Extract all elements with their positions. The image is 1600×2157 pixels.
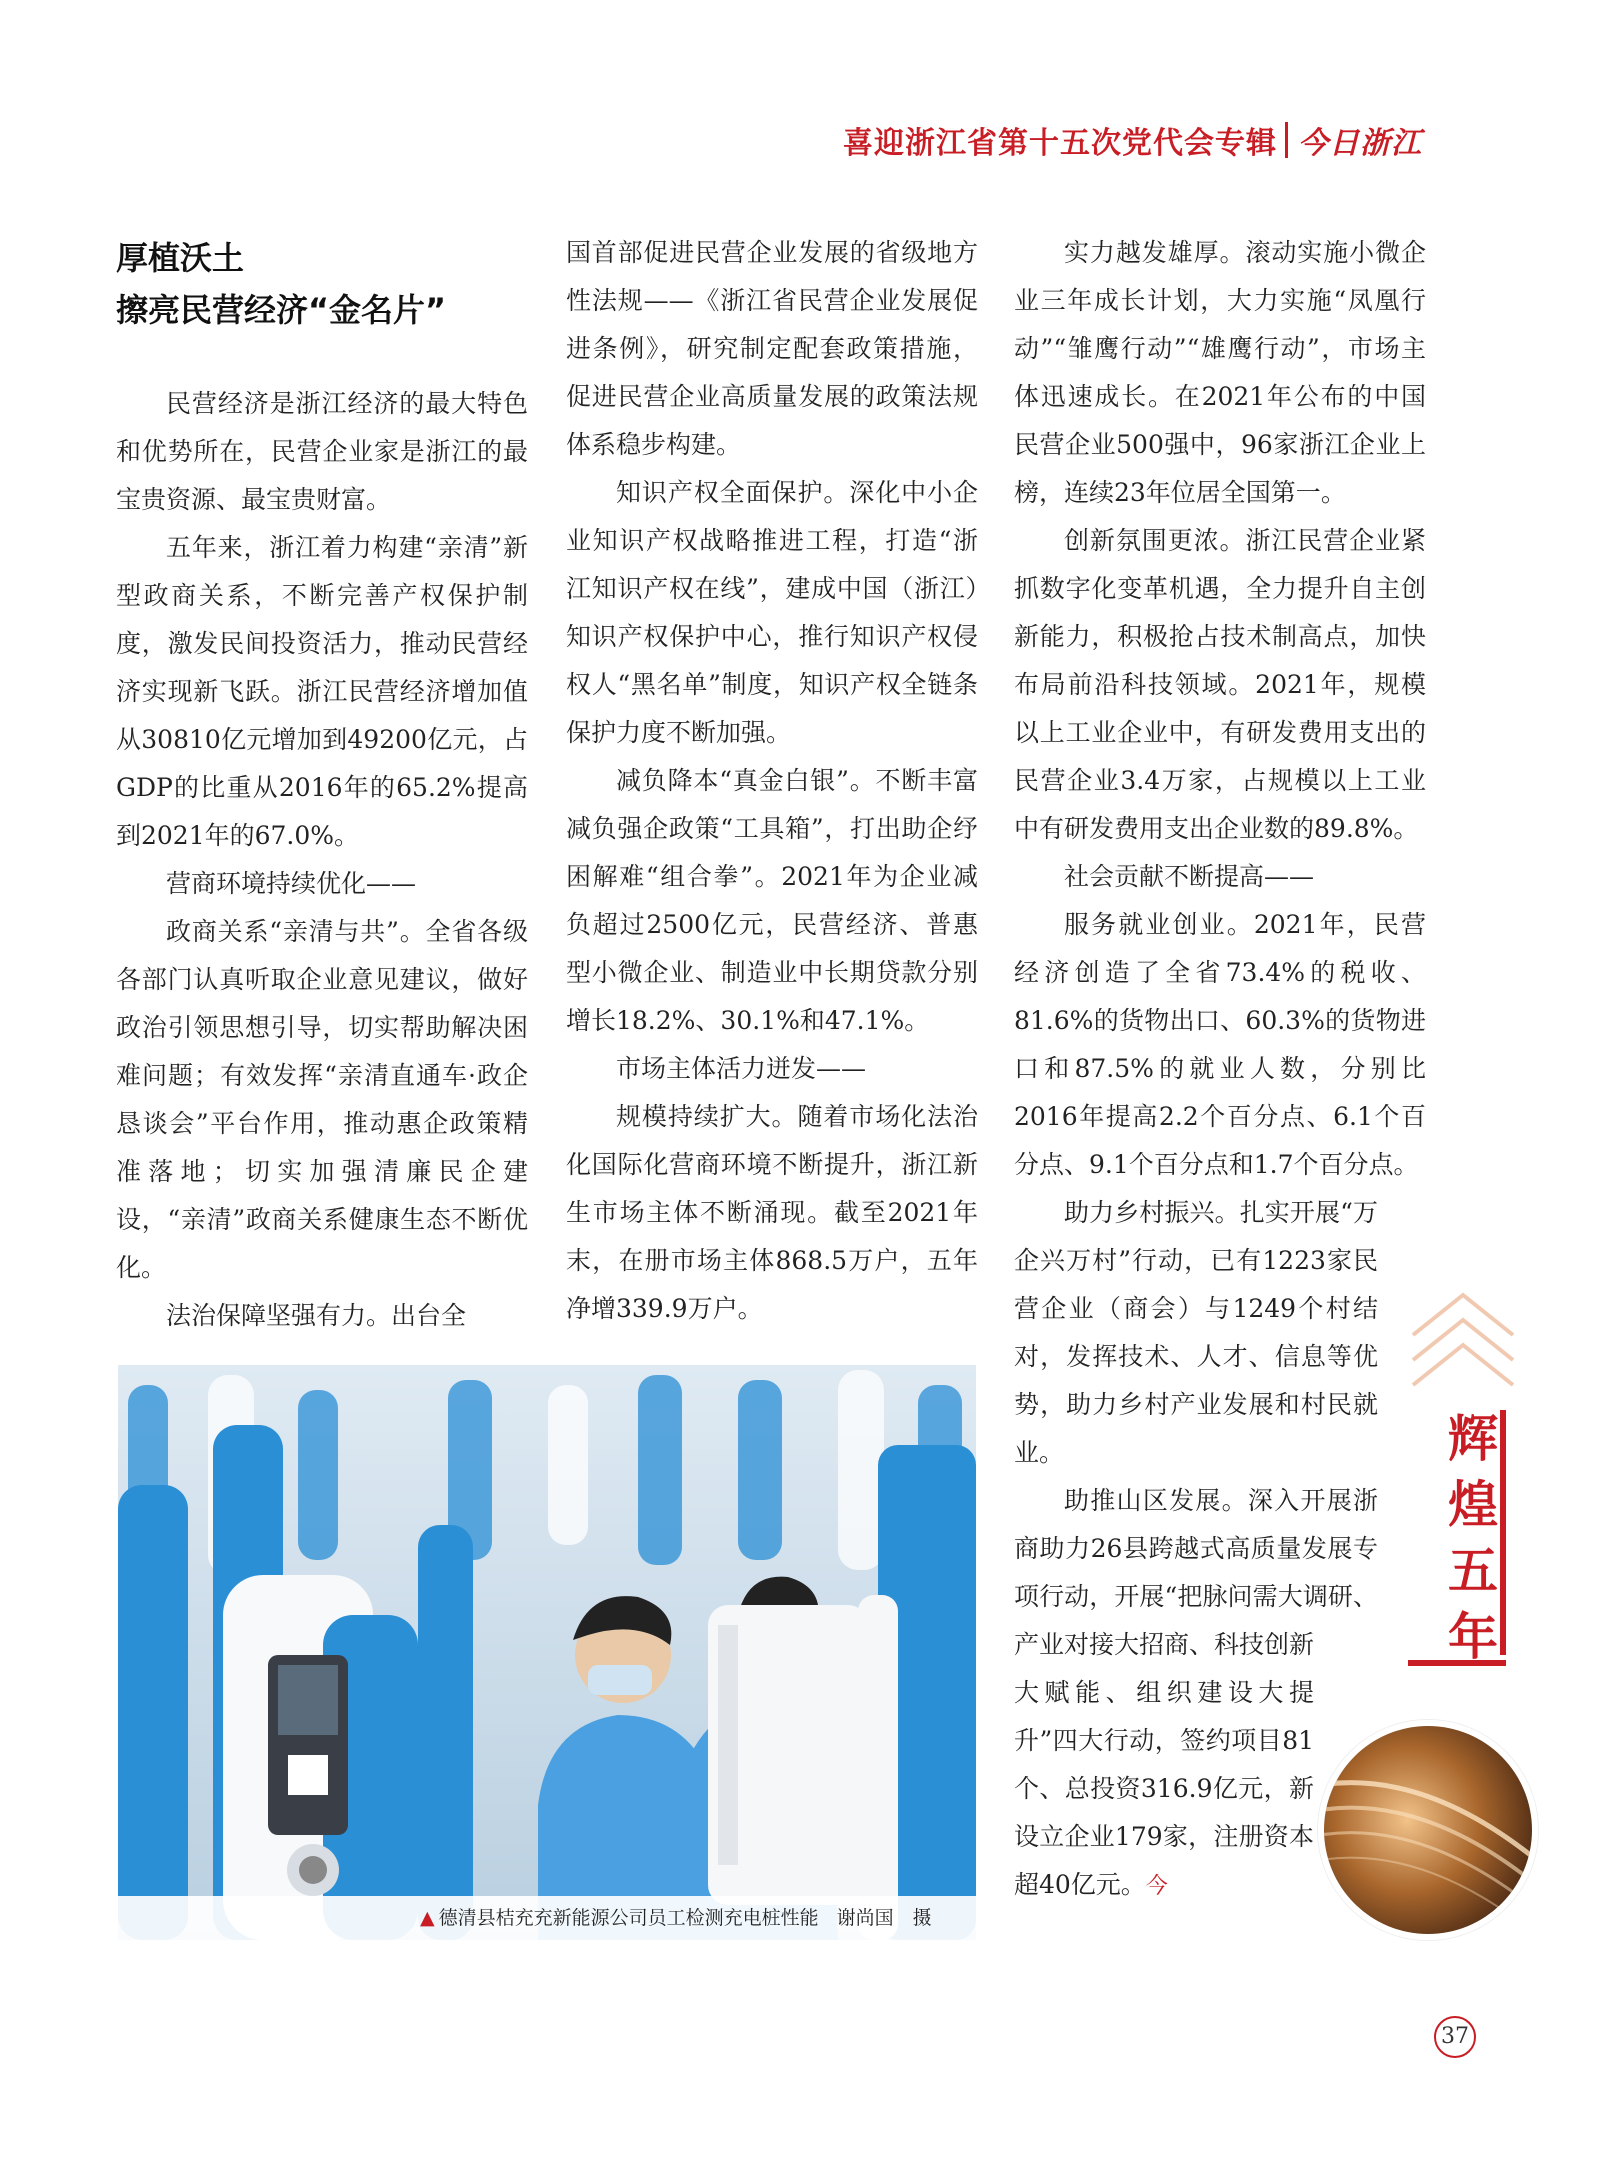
paragraph: 助力乡村振兴。扎实开展“万企兴万村”行动，已有1223家民营企业（商会）与1249个村结对，发挥技术、人才、信息等优势，助力乡村产业发展和村民就业。	[1014, 1198, 1378, 1467]
banner-char: 辉	[1448, 1409, 1498, 1468]
paragraph: 服务就业创业。2021年，民营经济创造了全省73.4%的税收、81.6%的货物出口、60.3%的货物进口和87.5%的就业人数，分别比2016年提高2.2个百分点、6.1个百分点、9.1个百分点和1.7个百分点。	[1014, 910, 1426, 1179]
photo-illustration	[118, 1365, 976, 1940]
paragraph: 规模持续扩大。随着市场化法治化国际化营商环境不断提升，浙江新生市场主体不断涌现。截至2021年末，在册市场主体868.5万户，五年净增339.9万户。	[566, 1102, 978, 1323]
paragraph: 实力越发雄厚。滚动实施小微企业三年成长计划，大力实施“凤凰行动”“雏鹰行动”“雄鹰行动”，市场主体迅速成长。在2021年公布的中国民营企业500强中，96家浙江企业上榜，连续23年位居全国第一。	[1014, 238, 1426, 507]
paragraph: 助推山区发展。深入开展浙商助力26县跨越式高质量发展专项行动，开展“把脉问需大调研、产业对接大招商、科技创新	[1014, 1486, 1378, 1659]
paragraph-end	[1014, 1669, 1314, 1911]
column-3	[1014, 229, 1426, 1911]
vertical-banner	[1438, 1406, 1508, 1670]
article-title	[116, 232, 446, 336]
paragraph: 民营经济是浙江经济的最大特色和优势所在，民营企业家是浙江的最宝贵资源、最宝贵财富。	[116, 389, 528, 514]
paragraph-end-text: 大赋能、组织建设大提升”四大行动，签约项目81个、总投资316.9亿元，新设立企业179家，注册资本超40亿元。	[1014, 1678, 1314, 1899]
banner-char: 煌	[1448, 1475, 1498, 1534]
caption-marker-icon: ▲	[420, 1907, 435, 1929]
paragraph-continued: 国首部促进民营企业发展的省级地方性法规——《浙江省民营企业发展促进条例》，研究制定配套政策措施，促进民营企业高质量发展的政策法规体系稳步构建。	[566, 238, 978, 459]
article-photo	[118, 1365, 976, 1940]
header-divider	[1285, 122, 1288, 158]
subheading: 社会贡献不断提高——	[1064, 862, 1315, 891]
paragraph: 五年来，浙江着力构建“亲清”新型政商关系，不断完善产权保护制度，激发民间投资活力，推动民营经济实现新飞跃。浙江民营经济增加值从30810亿元增加到49200亿元，占GDP的比重从2016年的65.2%提高到2021年的67.0%。	[116, 533, 528, 850]
end-mark: 今	[1145, 1874, 1168, 1899]
title-line-1: 厚植沃土	[116, 239, 245, 277]
subheading: 营商环境持续优化——	[166, 869, 417, 898]
section-header	[843, 118, 1422, 162]
photo-caption	[118, 1896, 976, 1940]
subheading: 市场主体活力迸发——	[616, 1054, 867, 1083]
title-line-2: 擦亮民营经济“金名片”	[116, 291, 447, 329]
section-title: 喜迎浙江省第十五次党代会专辑	[843, 126, 1277, 161]
paragraph: 知识产权全面保护。深化中小企业知识产权战略推进工程，打造“浙江知识产权在线”，建成中国（浙江）知识产权保护中心，推行知识产权侵权人“黑名单”制度，知识产权全链条保护力度不断加强。	[566, 478, 978, 747]
column-2	[566, 229, 978, 1333]
paragraph: 减负降本“真金白银”。不断丰富减负强企政策“工具箱”，打出助企纾困解难“组合拳”。2021年为企业减负超过2500亿元，民营经济、普惠型小微企业、制造业中长期贷款分别增长18.2%、30.1%和47.1%。	[566, 766, 978, 1035]
caption-text: 德清县桔充充新能源公司员工检测充电桩性能	[438, 1907, 819, 1929]
banner-char: 年	[1448, 1607, 1498, 1666]
paragraph: 创新氛围更浓。浙江民营企业紧抓数字化变革机遇，全力提升自主创新能力，积极抢占技术制高点，加快布局前沿科技领域。2021年，规模以上工业企业中，有研发费用支出的民营企业3.4万家，占规模以上工业中有研发费用支出企业数的89.8%。	[1014, 526, 1426, 843]
banner-char: 五	[1448, 1541, 1498, 1600]
paragraph: 法治保障坚强有力。出台全	[166, 1301, 467, 1330]
page-number: 37	[1434, 2016, 1476, 2058]
brand-logo: 今日浙江	[1298, 126, 1422, 161]
photo-credit: 谢尚国 摄	[836, 1907, 932, 1929]
column-1	[116, 380, 528, 1340]
paragraph: 政商关系“亲清与共”。全省各级各部门认真听取企业意见建议，做好政治引领思想引导，切实帮助解决困难问题；有效发挥“亲清直通车·政企恳谈会”平台作用，推动惠企政策精准落地；切实加强清廉民企建设，“亲清”政商关系健康生态不断优化。	[116, 917, 528, 1282]
decorative-circle-image	[1318, 1720, 1538, 1940]
circle-art	[1324, 1726, 1532, 1934]
